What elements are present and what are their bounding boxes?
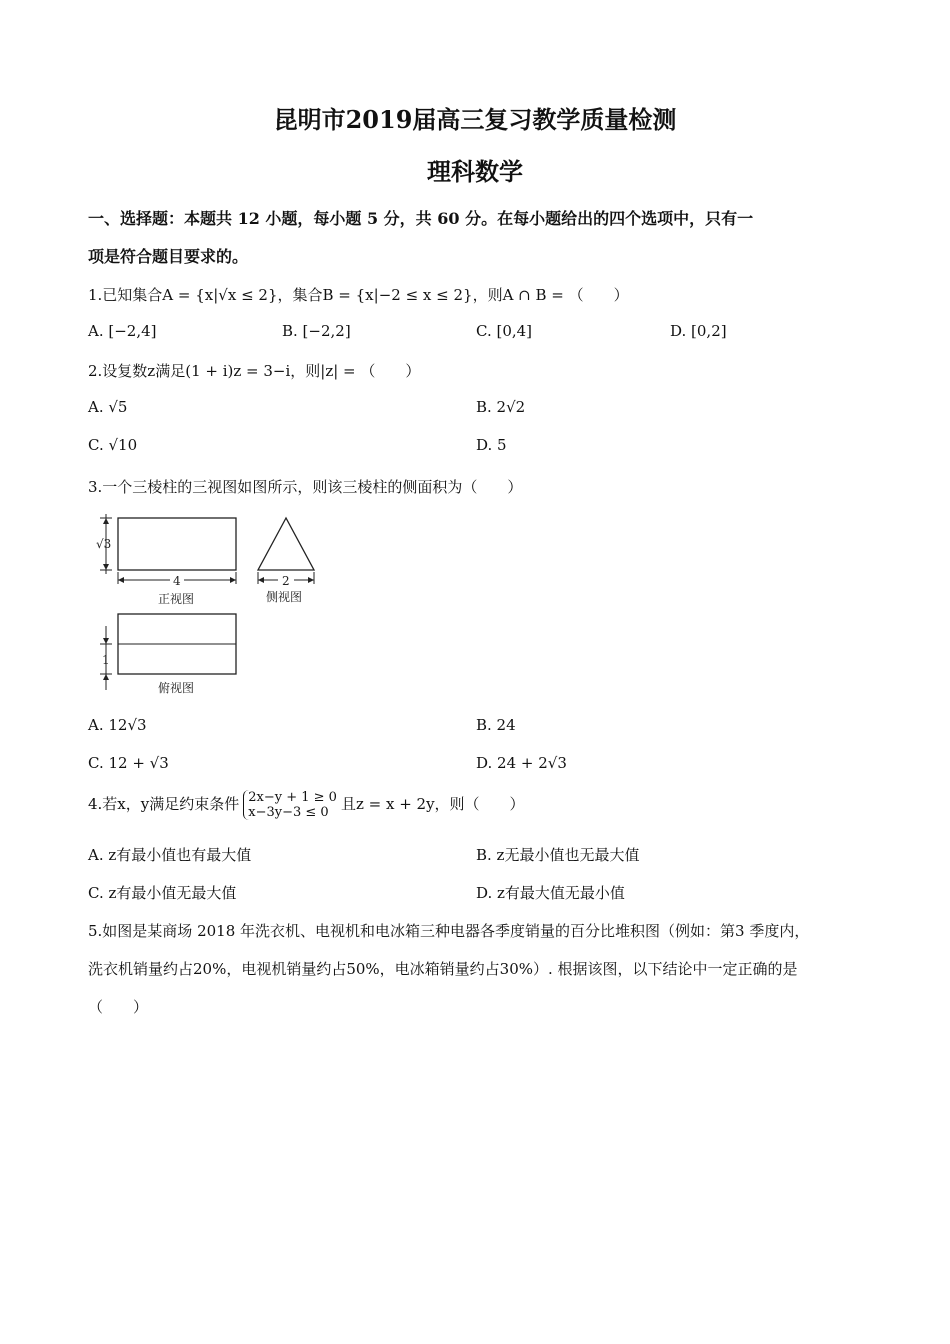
question-3-option-c: C. 12 + √3 xyxy=(88,754,169,772)
question-4-option-a: A. z有最小值也有最大值 xyxy=(88,846,252,864)
side-view-label: 侧视图 xyxy=(266,590,303,604)
question-1-option-c: C. [0,4] xyxy=(476,322,533,340)
question-5-line3: （ ） xyxy=(88,998,149,1016)
question-1-option-d: D. [0,2] xyxy=(670,322,727,340)
question-1-text: 1.已知集合A = {x|√x ≤ 2}，集合B = {x|−2 ≤ x ≤ 2}，则A ∩ B = （ ） xyxy=(88,286,629,304)
three-view-figure xyxy=(92,510,332,700)
page-title: 昆明市2019届高三复习教学质量检测 xyxy=(273,105,677,134)
top-depth-label: 1 xyxy=(102,653,110,667)
top-view-label: 俯视图 xyxy=(158,681,195,695)
section-heading-line2: 项是符合题目要求的。 xyxy=(88,247,249,266)
question-1-option-a: A. [−2,4] xyxy=(88,322,157,340)
question-5-line2: 洗衣机销量约占20%，电视机销量约占50%，电冰箱销量约占30%）. 根据该图，以下结论中一定正确的是 xyxy=(88,960,798,978)
question-4-text xyxy=(88,790,525,820)
side-width-label: 2 xyxy=(282,574,290,588)
constraint-2: x−3y−3 ≤ 0 xyxy=(248,805,329,820)
question-4-option-b: B. z无最小值也无最大值 xyxy=(476,846,640,864)
section-heading-line1: 一、选择题：本题共 12 小题，每小题 5 分，共 60 分。在每小题给出的四个选项中，只有一 xyxy=(88,209,754,228)
question-3-option-b: B. 24 xyxy=(476,716,516,734)
question-3-option-d: D. 24 + 2√3 xyxy=(476,754,567,772)
front-width-label: 4 xyxy=(173,574,181,588)
question-1-option-b: B. [−2,2] xyxy=(282,322,351,340)
page-subtitle: 理科数学 xyxy=(427,157,523,186)
constraint-1: 2x−y + 1 ≥ 0 xyxy=(248,790,337,805)
front-height-label: √3 xyxy=(96,537,112,551)
side-view-triangle xyxy=(258,518,314,570)
question-2-option-b: B. 2√2 xyxy=(476,398,526,416)
question-2-text: 2.设复数z满足(1 + i)z = 3−i，则|z| = （ ） xyxy=(88,362,421,380)
question-2-option-d: D. 5 xyxy=(476,436,507,454)
question-4-option-c: C. z有最小值无最大值 xyxy=(88,884,237,902)
question-3-text: 3.一个三棱柱的三视图如图所示，则该三棱柱的侧面积为（ ） xyxy=(88,478,523,496)
front-view-label: 正视图 xyxy=(158,592,195,606)
front-view-rect xyxy=(118,518,236,570)
question-3-option-a: A. 12√3 xyxy=(88,716,147,734)
question-4-prefix: 4.若x，y满足约束条件 xyxy=(88,795,240,813)
question-4-suffix: 且z = x + 2y，则（ ） xyxy=(340,795,525,813)
constraint-system xyxy=(243,790,337,820)
question-2-option-a: A. √5 xyxy=(88,398,128,416)
question-4-option-d: D. z有最大值无最小值 xyxy=(476,884,625,902)
question-2-option-c: C. √10 xyxy=(88,436,138,454)
question-5-line1: 5.如图是某商场 2018 年洗衣机、电视机和电冰箱三种电器各季度销量的百分比堆积图（例如：第3 季度内， xyxy=(88,922,810,940)
